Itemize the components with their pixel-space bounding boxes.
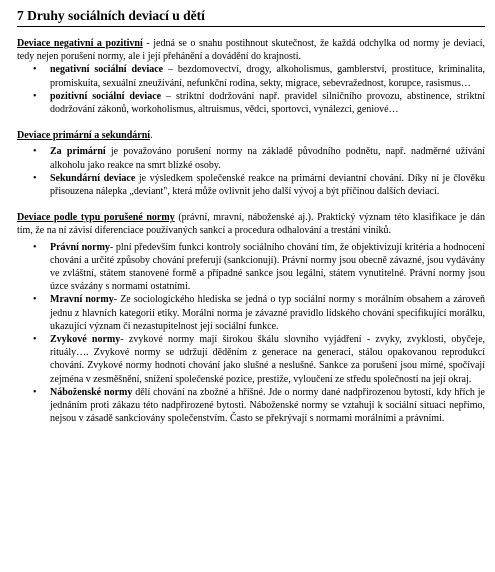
list-item-text: - zvykové normy mají širokou škálu slovního vyjádření - zvyky, zvyklosti, obyčeje, rituály…. Zvykové normy se udržují děděním z generace na generaci, stálou opakovanou reprodukcí chování. Zvykové normy hodnotí chování jako slušné a neslušné. Sankce za porušení jsou mírné, spočívají zejména v zesměšnění, snížení společenské pozice, prestiže, vyloučení ze středu společnosti na její okraj. [50,334,486,385]
list-item-term: Zvykové normy [50,334,121,346]
section-intro-text: (právní, mravní, náboženské aj.). Praktický význam této klasifikace je dán tím, že na ní závisí diferenciace používaných sankcí a procedura odhalování a trestání viníků. [17,212,485,237]
list-item-term: pozitivní sociální deviace [50,90,162,102]
list-item [50,63,485,89]
list-item [50,172,485,198]
list-item-text: je výsledkem společenské reakce na primární deviantní chování. Díky ní je člověku přisouzena nálepka „deviant", která může ovlivnit jeho další vývoj a být příčinou dalších deviací. [50,172,485,198]
list-item-text: - Ze sociologického hlediska se jedná o typ sociální normy s morálním obsahem a zároveň jednu z hlavních kategorií etiky. Morální norma je závazné pravidlo lidského chování specifikující morálku, ukazující význam či nezastupitelnost její sociální funkce. [50,294,486,332]
page-title: 7 Druhy sociálních deviací u dětí [17,8,205,23]
list-item-term: Za primární [50,146,106,158]
list-item-text: – striktní dodržování např. pravidel silničního provozu, abstinence, striktní dodržování zákonů, workoholismus, altruismus, vědci, sportovci, vynálezci, geniové… [50,90,486,116]
section-intro-text: - jedná se o snahu postihnout skutečnost, že každá odchylka od normy je deviací, tedy nejen porušení normy, ale i její přehánění a dovádění do krajnosti. [17,38,485,63]
section-norm-type-intro [17,211,485,237]
list-item [50,333,485,386]
list-item [50,90,485,116]
list-item-term: Sekundární deviace [50,172,136,184]
list-item-term: negativní sociální deviace [50,64,164,76]
list-item-text: je považováno porušení normy na základě původního podnětu, např. nadměrné užívání alkoholu jako reakce na smrt blízké osoby. [50,146,486,171]
title-underline [17,26,485,27]
list-item [50,241,485,294]
list-item-text: - plní především funkci kontroly sociálního chování tím, že objektivizují kritéria a hodnocení chování a určité způsoby chování preferují (sankcionují). Právní normy jsou obecně závazné, jsou vydávány ve zvláštní, státem stanovené formě a případné sankce jsou legální, státem vynutitelné. Právní normy jsou úzce svázány s normami ostatními. [50,241,485,293]
section-list [17,145,485,198]
section-heading-tail: . [150,130,153,142]
section-list [17,241,485,426]
list-item [50,145,485,171]
list-item-term: Mravní normy [50,294,114,306]
section-heading: Deviace primární a sekundární [17,130,151,142]
section-heading: Deviace negativní a pozitivní [17,38,143,49]
list-item-term: Náboženské normy [50,386,133,398]
section-heading: Deviace podle typu porušené normy [17,212,175,224]
list-item-text: dělí chování na zbožné a hříšné. Jde o normy dané nadpřirozenou bytostí, kdy hřích je jednáním proti zákazu této nadpřirozené bytosti. Náboženské normy se vztahují k sociální situaci nepřímo, nejsou v zásadě sankciovány společenstvím. Často se překrývají s normami morálními a právními. [50,386,485,425]
list-item-term: Právní normy [50,241,110,253]
section-list [17,63,485,116]
list-item [50,386,485,426]
list-item [50,293,485,333]
section-negative-positive-intro [17,37,485,63]
list-item-text: – bezdomovectví, drogy, alkoholismus, gamblerství, prostituce, kriminalita, promiskuita, sexuální zneužívání, nefunkční rodina, sekty, migrace, sebevražednost, korupce, rasismus… [50,64,485,89]
section-primary-secondary-heading [17,129,485,142]
